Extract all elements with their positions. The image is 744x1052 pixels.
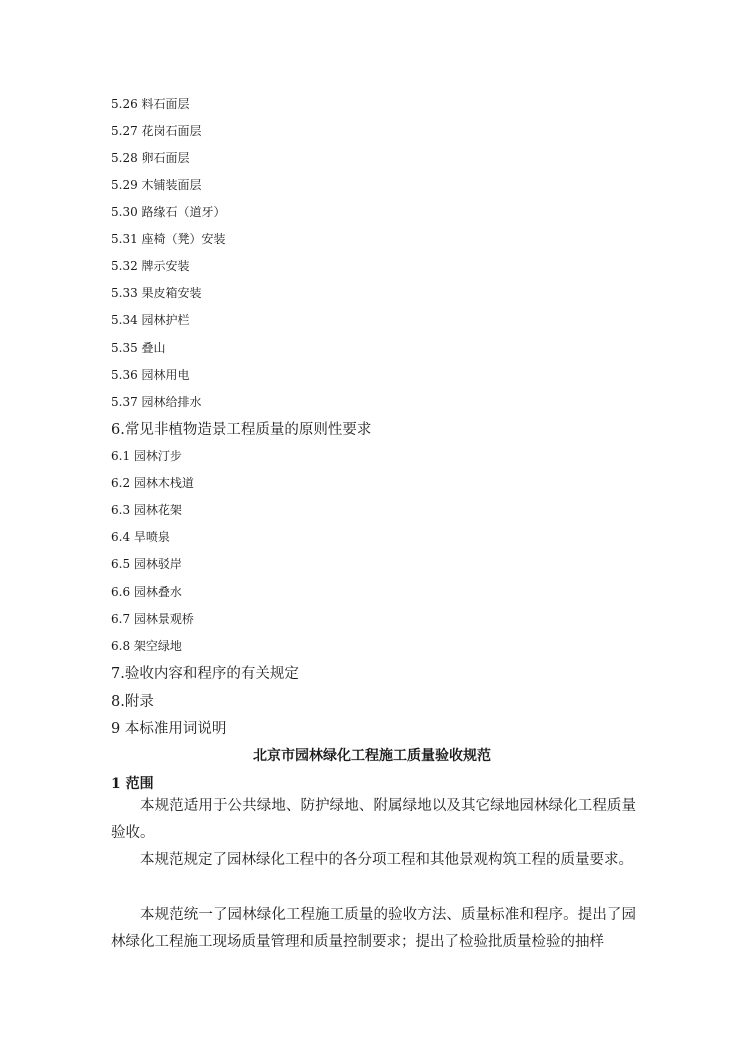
document-title: 北京市园林绿化工程施工质量验收规范 — [253, 748, 491, 764]
toc-chapter-8: 8.附录 — [111, 694, 154, 710]
toc-item-6-7: 6.7 园林景观桥 — [111, 612, 194, 626]
toc-item-5-28: 5.28 卵石面层 — [111, 151, 190, 165]
toc-chapter-6: 6.常见非植物造景工程质量的原则性要求 — [111, 422, 372, 438]
toc-item-6-1: 6.1 园林汀步 — [111, 449, 182, 463]
toc-item-5-31: 5.31 座椅（凳）安装 — [111, 232, 226, 246]
paragraph-1: 本规范适用于公共绿地、防护绿地、附属绿地以及其它绿地园林绿化工程质量验收。 — [111, 798, 636, 841]
toc-item-5-26: 5.26 料石面层 — [111, 97, 190, 111]
toc-chapter-9: 9 本标准用词说明 — [111, 721, 227, 737]
toc-item-5-27: 5.27 花岗石面层 — [111, 124, 202, 138]
paragraph-3: 本规范统一了园林绿化工程施工质量的验收方法、质量标准和程序。提出了园林绿化工程施工现场质量管理和质量控制要求；提出了检验批质量检验的抽样 — [111, 907, 636, 950]
toc-item-5-33: 5.33 果皮箱安装 — [111, 286, 202, 300]
toc-chapter-7: 7.验收内容和程序的有关规定 — [111, 666, 299, 682]
toc-item-6-5: 6.5 园林驳岸 — [111, 557, 182, 571]
toc-item-6-2: 6.2 园林木栈道 — [111, 476, 194, 490]
toc-item-5-29: 5.29 木铺装面层 — [111, 178, 202, 192]
section-heading-1: 1 范围 — [111, 776, 154, 792]
toc-item-6-6: 6.6 园林叠水 — [111, 585, 182, 599]
toc-item-5-32: 5.32 牌示安装 — [111, 259, 190, 273]
toc-item-6-8: 6.8 架空绿地 — [111, 639, 182, 653]
toc-item-5-37: 5.37 园林给排水 — [111, 395, 202, 409]
toc-item-5-34: 5.34 园林护栏 — [111, 313, 190, 327]
toc-item-5-35: 5.35 叠山 — [111, 341, 166, 355]
toc-item-6-4: 6.4 旱喷泉 — [111, 530, 170, 544]
paragraph-2: 本规范规定了园林绿化工程中的各分项工程和其他景观构筑工程的质量要求。 — [140, 852, 633, 868]
toc-item-5-30: 5.30 路缘石（道牙） — [111, 205, 226, 219]
toc-item-5-36: 5.36 园林用电 — [111, 368, 190, 382]
toc-item-6-3: 6.3 园林花架 — [111, 503, 182, 517]
